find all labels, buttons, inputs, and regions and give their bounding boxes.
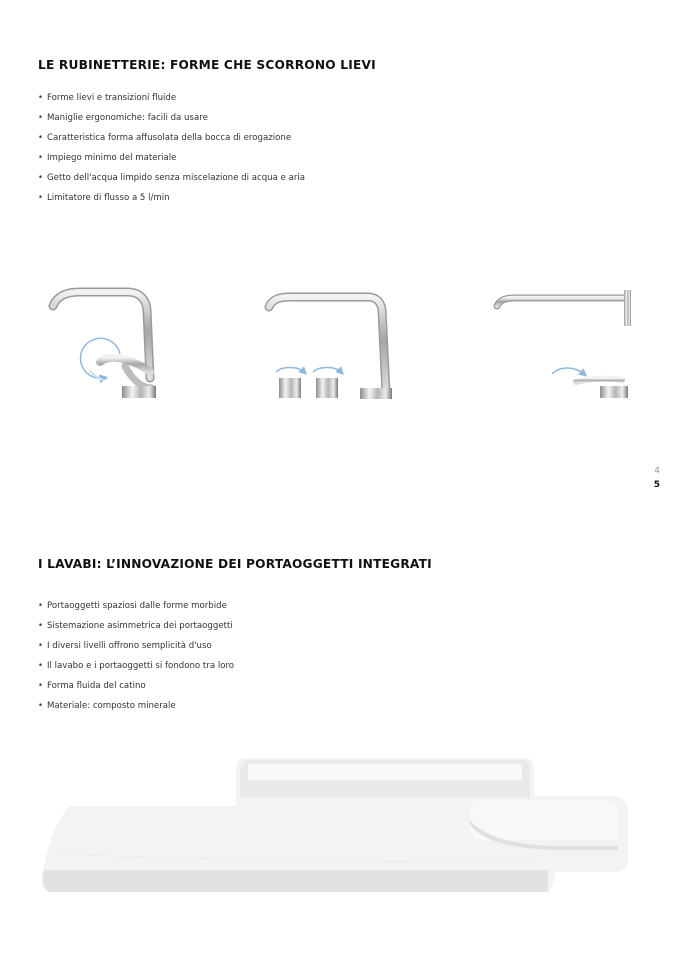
basin-with-integrated-shelves-image	[41, 758, 628, 892]
faucets-section-title: LE RUBINETTERIE: FORME CHE SCORRONO LIEVI	[38, 58, 376, 72]
list-item: • Forme lievi e transizioni fluide	[38, 92, 305, 112]
list-item: • Maniglie ergonomiche: facili da usare	[38, 112, 305, 132]
previous-page-number: 4	[654, 466, 660, 476]
list-item: • Il lavabo e i portaoggetti si fondono tra loro	[38, 660, 234, 680]
list-item: • Getto dell'acqua limpido senza miscelazione di acqua e aria	[38, 172, 305, 192]
current-page-number: 5	[653, 480, 660, 490]
list-item: • Impiego minimo del materiale	[38, 152, 305, 172]
list-item: • Sistemazione asimmetrica dei portaoggetti	[38, 620, 234, 640]
list-item: • Forma fluida del catino	[38, 680, 234, 700]
list-item: • Limitatore di flusso a 5 l/min	[38, 192, 305, 212]
list-item: • Portaoggetti spaziosi dalle forme morbide	[38, 600, 234, 620]
list-item: • Materiale: composto minerale	[38, 700, 234, 720]
three-hole-faucet-image	[269, 297, 392, 399]
list-item: • I diversi livelli offrono semplicità d'uso	[38, 640, 234, 660]
list-item: • Caratteristica forma affusolata della bocca di erogazione	[38, 132, 305, 152]
basins-section-title: I LAVABI: L’INNOVAZIONE DEI PORTAOGGETTI INTEGRATI	[38, 557, 432, 571]
basins-features-list	[38, 600, 234, 720]
single-lever-faucet-image	[53, 292, 156, 398]
wall-mounted-faucet-image	[497, 290, 631, 398]
